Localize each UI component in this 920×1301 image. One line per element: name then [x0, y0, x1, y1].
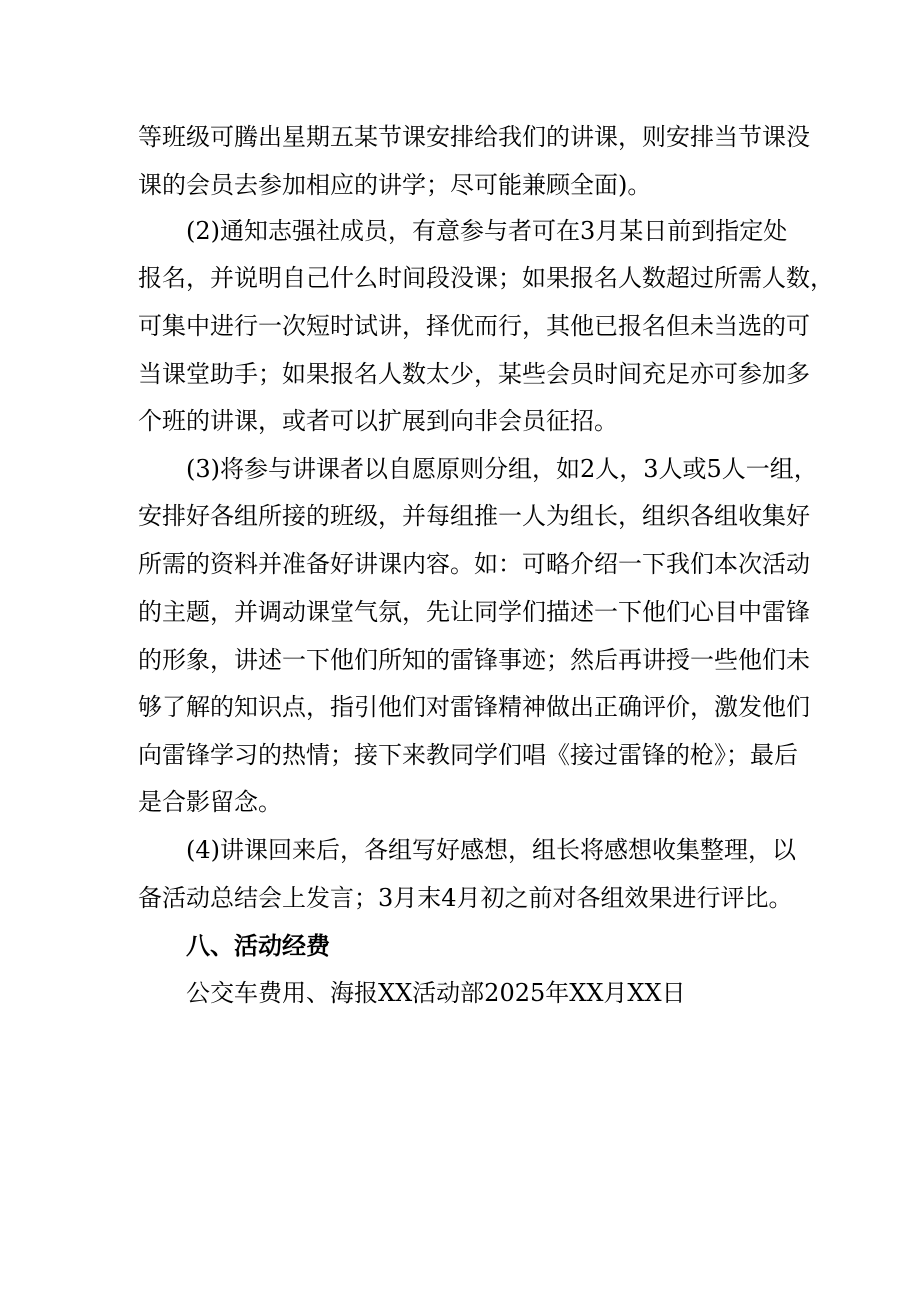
section-heading: 八、活动经费 — [186, 932, 330, 960]
text-line: 课的会员去参加相应的讲学；尽可能兼顾全面)。 — [138, 171, 652, 199]
text-line: 安排好各组所接的班级，并每组推一人为组长，组织各组收集好 — [138, 502, 810, 530]
text-line: 是合影留念。 — [138, 788, 282, 816]
text-line: (4)讲课回来后，各组写好感想，组长将感想收集整理，以 — [186, 836, 796, 864]
text-line: (3)将参与讲课者以自愿原则分组，如2人，3人或5人一组， — [186, 455, 818, 483]
text-line: (2)通知志强社成员，有意参与者可在3月某日前到指定处 — [186, 217, 788, 245]
text-line: 等班级可腾出星期五某节课安排给我们的讲课，则安排当节课没 — [138, 123, 810, 151]
text-line: 报名，并说明自己什么时间段没课；如果报名人数超过所需人数， — [138, 264, 834, 292]
text-line: 个班的讲课，或者可以扩展到向非会员征招。 — [138, 407, 618, 435]
text-line: 当课堂助手；如果报名人数太少，某些会员时间充足亦可参加多 — [138, 360, 810, 388]
text-line: 够了解的知识点，指引他们对雷锋精神做出正确评价，激发他们 — [138, 693, 810, 721]
text-line: 的形象，讲述一下他们所知的雷锋事迹；然后再讲授一些他们未 — [138, 646, 810, 674]
text-line: 向雷锋学习的热情；接下来教同学们唱《接过雷锋的枪》；最后 — [138, 741, 798, 769]
footer-line: 公交车费用、海报XX活动部2025年XX月XX日 — [186, 979, 686, 1007]
text-line: 可集中进行一次短时试讲，择优而行，其他已报名但未当选的可 — [138, 312, 810, 340]
text-line: 备活动总结会上发言；3月末4月初之前对各组效果进行评比。 — [138, 884, 793, 912]
text-line: 所需的资料并准备好讲课内容。如：可略介绍一下我们本次活动 — [138, 550, 810, 578]
text-line: 的主题，并调动课堂气氛，先让同学们描述一下他们心目中雷锋 — [138, 598, 810, 626]
